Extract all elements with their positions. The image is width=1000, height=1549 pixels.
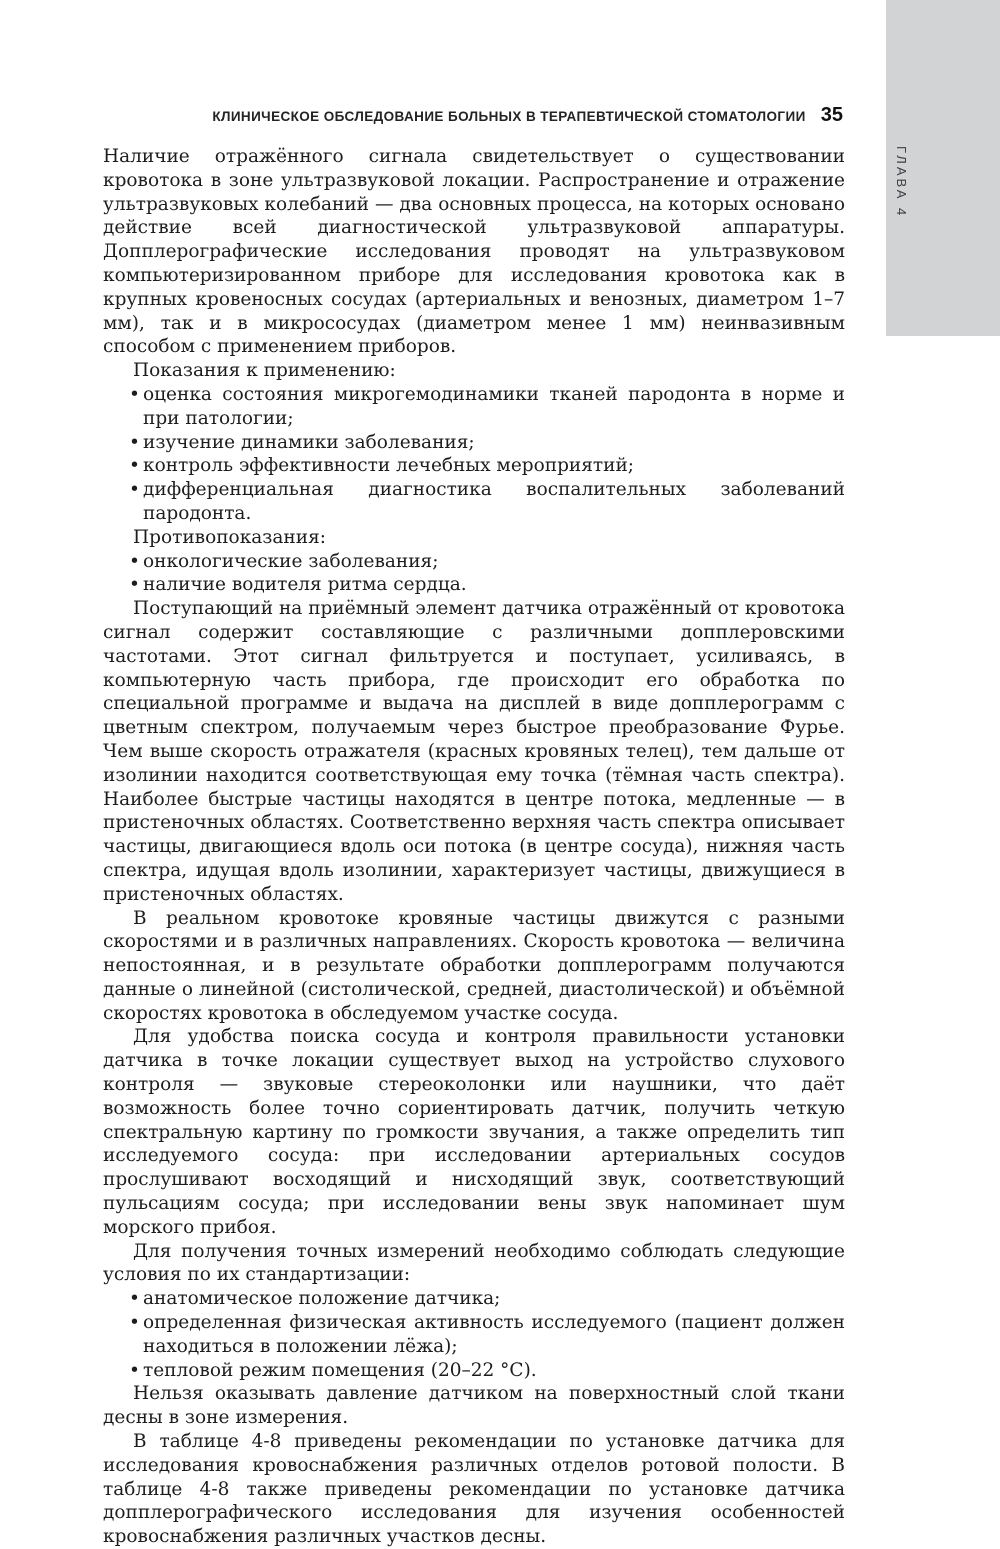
paragraph: Показания к применению: [133,360,396,382]
bullet-item: • контроль эффективности лечебных мероприятий; [103,454,845,478]
bullet-item: • оценка состояния микрогемодинамики тканей пародонта в норме и при патологии; [103,383,845,431]
page-header [103,104,845,130]
paragraph: В реальном кровотоке кровяные частицы движутся с разными скоростями и в различных направлениях. Скорость кровотока — величина непостоянная, и в результате обработки допплерограмм получаются данные о линейной (систолической, средней, диастолической) и объёмной скоростях кровотока в обследуемом участке сосуда. [103,907,845,1024]
paragraph: Наличие отражённого сигнала свидетельствует о существовании кровотока в зоне ультразвуковой локации. Распространение и отражение ультразвуковых колебаний — два основных процесса, на которых основано действие всей диагностической ультразвуковой аппаратуры. Допплерографические исследования проводят на ультразвуковом компьютеризированном приборе для исследования кровотока как в крупных кровеносных сосудах (артериальных и венозных, диаметром 1–7 мм), так и в микрососудах (диаметром менее 1 мм) неинвазивным способом с применением приборов. [103,146,845,358]
bullet-item: • дифференциальная диагностика воспалительных заболеваний пародонта. [103,478,845,526]
paragraph: Противопоказания: [133,526,326,548]
bullet-item: • изучение динамики заболевания; [103,431,845,455]
chapter-tab-label: ГЛАВА 4 [894,146,909,219]
page-body [103,145,845,1549]
bullet-list [103,383,845,526]
page-number: 35 [820,104,843,126]
paragraph: В таблице 4-8 приведены рекомендации по установке датчика для исследования кровоснабжения различных отделов ротовой полости. В таблице 4-8 также приведены рекомендации по установке датчика допплерографического исследования для изучения особенностей кровоснабжения различных участков десны. [103,1431,845,1548]
paragraph: Нельзя оказывать давление датчиком на поверхностный слой ткани десны в зоне измерения. [103,1383,845,1429]
paragraph: Поступающий на приёмный элемент датчика отражённый от кровотока сигнал содержит составляющие с различными допплеровскими частотами. Этот сигнал фильтруется и поступает, усиливаясь, в компьютерную часть прибора, где происходит его обработка по специальной программе и выдача на дисплей в виде допплерограмм с цветным спектром, получаемым через быстрое преобразование Фурье. Чем выше скорость отражателя (красных кровяных телец), тем дальше от изолинии находится соответствующая ему точка (тёмная часть спектра). Наиболее быстрые частицы находятся в центре потока, медленные — в пристеночных областях. Соответственно верхняя часть спектра описывает частицы, двигающиеся вдоль оси потока (в центре сосуда), нижняя часть спектра, идущая вдоль изолинии, характеризует частицы, движущиеся в пристеночных областях. [103,598,845,905]
bullet-item: • онкологические заболевания; [103,550,845,574]
paragraph: Для получения точных измерений необходимо соблюдать следующие условия по их стандартизации: [103,1240,845,1286]
bullet-list [103,1287,845,1382]
chapter-tab [886,0,1000,336]
bullet-item: • тепловой режим помещения (20–22 °C). [103,1359,845,1383]
running-head-title: КЛИНИЧЕСКОЕ ОБСЛЕДОВАНИЕ БОЛЬНЫХ В ТЕРАПЕВТИЧЕСКОЙ СТОМАТОЛОГИИ [212,109,806,124]
bullet-item: • анатомическое положение датчика; [103,1287,845,1311]
bullet-list [103,550,845,598]
bullet-item: • определенная физическая активность исследуемого (пациент должен находиться в положении лёжа); [103,1311,845,1359]
bullet-item: • наличие водителя ритма сердца. [103,573,845,597]
paragraph: Для удобства поиска сосуда и контроля правильности установки датчика в точке локации существует выход на устройство слухового контроля — звуковые стереоколонки или наушники, что даёт возможность более точно сориентировать датчик, получить четкую спектральную картину по громкости звучания, а также определить тип исследуемого сосуда: при исследовании артериальных сосудов прослушивают восходящий и нисходящий звук, соответствующий пульсациям сосуда; при исследовании вены звук напоминает шум морского прибоя. [103,1026,845,1238]
